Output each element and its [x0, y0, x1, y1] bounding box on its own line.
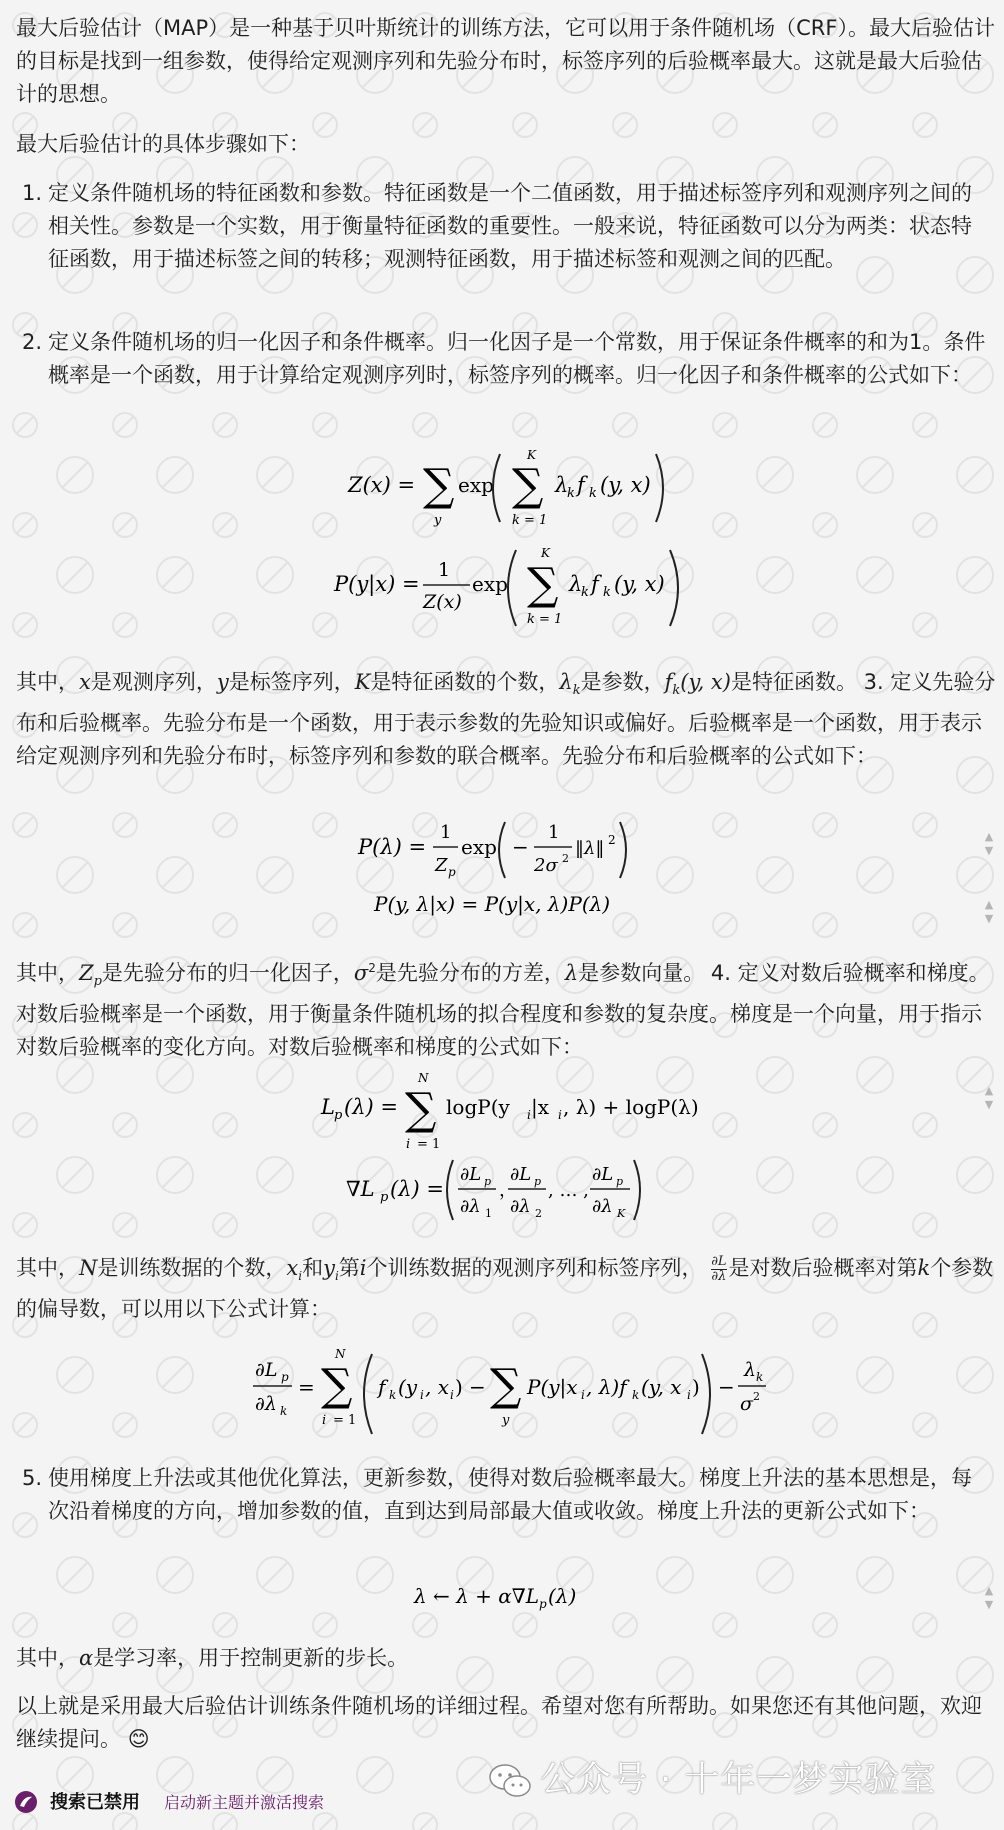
- eq4-sum-top: N: [335, 1347, 346, 1361]
- eq3a-body3: , λ) + logP(λ): [563, 1095, 699, 1119]
- eq1a-lambda: λ: [555, 473, 569, 497]
- eq4-sum-symbol: ∑: [321, 1360, 353, 1411]
- eq1b-inner-sum-symbol: ∑: [527, 559, 559, 610]
- eq3b-frac2-den: ∂λ: [510, 1196, 531, 1217]
- eq1a-sum-sub: y: [434, 513, 442, 528]
- eq3a-body2-sub-i: i: [558, 1108, 562, 1122]
- eq3a-L-sub: p: [334, 1108, 343, 1123]
- eq5-tail: (λ): [548, 1584, 577, 1608]
- eq4-f-args-2: , x: [425, 1375, 449, 1399]
- eq3b-comma: ，: [499, 1180, 517, 1201]
- eq1a-lambda-sub: k: [567, 486, 575, 501]
- equation-partition-function: [0, 440, 1004, 640]
- eq3a-L: L: [321, 1095, 335, 1119]
- inline-partial-fraction: $\frac{\partial L}{\partial\lambda}$: [711, 1253, 727, 1284]
- intro-paragraph: 最大后验估计（MAP）是一种基于贝叶斯统计的训练方法，它可以用于条件随机场（CRF）。最大后验估计的目标是找到一组参数，使得给定观测序列和先验分布时，标签序列的后验概率最大。这就是最大后验估计的思想。: [16, 16, 995, 106]
- eq2a-right-paren: [620, 822, 626, 878]
- eq1b-right-paren: [670, 550, 678, 626]
- eq4-left-paren: [364, 1354, 372, 1434]
- search-disabled-label: 搜索已禁用: [50, 1792, 140, 1813]
- eq3b-left-paren: [447, 1160, 453, 1220]
- list-number-5: 5.: [22, 1466, 43, 1490]
- eq3a-body-sub-i: i: [527, 1108, 531, 1122]
- step-4-text: 4. 定义对数后验概率和梯度。对数后验概率是一个函数，用于衡量条件随机场的拟合程度和参数的复杂度。梯度是一个向量，用于指示对数后验概率的变化方向。对数后验概率和梯度的公式如下：: [16, 961, 990, 1060]
- eq1b-den: Z(x): [423, 591, 462, 613]
- eq3a-sum-top: N: [418, 1071, 429, 1085]
- eq1b-lhs: P(y|x) =: [334, 572, 420, 596]
- eq3a-sum-symbol: ∑: [405, 1084, 437, 1135]
- eq3a-body2: |x: [531, 1095, 550, 1119]
- eq1b-inner-top: K: [541, 546, 550, 560]
- scroll-arrows-eq3a[interactable]: ▲ ▼: [984, 1084, 994, 1111]
- eq1a-f-args: (y, x): [600, 473, 651, 497]
- eq4-mid2-sub: k: [632, 1388, 640, 1402]
- eq1a-inner-sum-symbol: ∑: [512, 460, 544, 511]
- scroll-arrows-eq2b[interactable]: ▲ ▼: [984, 898, 994, 925]
- eq2a-den2-sup: 2: [562, 852, 569, 865]
- eq3b-frac1-num-sub: p: [484, 1175, 492, 1188]
- eq2a-norm-sup: 2: [608, 833, 616, 847]
- eq4-right-paren: [702, 1354, 710, 1434]
- scroll-arrows-eq2a[interactable]: ▲ ▼: [984, 830, 994, 857]
- conclusion-paragraph: 以上就是采用最大后验估计训练条件随机场的详细过程。希望对您有所帮助。如果您还有其他问题，欢迎继续提问。 😊: [16, 1694, 982, 1751]
- eq3b-frac3-den-sub: K: [617, 1207, 626, 1220]
- eq4-rhs-den: σ: [740, 1393, 753, 1415]
- eq4-rhs-num-sub: k: [756, 1370, 764, 1384]
- start-new-topic-link[interactable]: 启动新主题并激活搜索: [164, 1793, 325, 1812]
- eq4-sum-sub-i: i: [322, 1413, 327, 1428]
- eq1a-lhs: Z(x) =: [348, 473, 416, 497]
- eq2a-den2: 2σ: [534, 855, 558, 876]
- step-2-text: 定义条件随机场的归一化因子和条件概率。归一化因子是一个常数，用于保证条件概率的和为1。条件概率是一个函数，用于计算给定观测序列时，标签序列的概率。归一化因子和条件概率的公式如下：: [48, 330, 986, 387]
- eq2a-exp: exp: [461, 835, 497, 859]
- search-disabled-icon: [14, 1790, 38, 1814]
- eq4-lhs-num-sub: p: [281, 1370, 289, 1384]
- equation-log-posterior-gradient: [0, 1070, 1004, 1230]
- eq4-rhs-den-sup: 2: [753, 1390, 760, 1403]
- eq1b-num: 1: [438, 559, 451, 581]
- eq4-f-close: ): [455, 1375, 463, 1399]
- eq4-mid-close: ): [692, 1375, 700, 1399]
- eq4-rhs-num: λ: [744, 1359, 757, 1381]
- eq4-f-args: (y: [398, 1375, 418, 1399]
- eq3b-right-paren: [634, 1160, 640, 1220]
- eq1b-f-args: (y, x): [614, 572, 665, 596]
- step-3-text: 3. 定义先验分布和后验概率。先验分布是一个函数，用于表示参数的先验知识或偏好。后验概率是一个函数，用于表示给定观测序列和先验分布时，标签序列和参数的联合概率。先验分布和后验概率的公式如下：: [16, 670, 996, 769]
- eq4-minus: −: [469, 1375, 486, 1399]
- eq3a-sum-sub-i: i: [406, 1137, 411, 1152]
- eq1a-right-paren: [656, 454, 663, 522]
- eq3a-sum-sub-rest: = 1: [417, 1137, 441, 1152]
- step-1-text: 定义条件随机场的特征函数和参数。特征函数是一个二值函数，用于描述标签序列和观测序列之间的相关性。参数是一个实数，用于衡量特征函数的重要性。一般来说，特征函数可以分为两类：状态特征函数，用于描述标签之间的转移；观测特征函数，用于描述标签和观测之间的匹配。: [48, 181, 972, 271]
- eq4-f-args-sub-i: i: [420, 1388, 424, 1402]
- eq1a-inner-top: K: [527, 448, 536, 462]
- after-eq2-paragraph: 其中，$Z_p$是先验分布的归一化因子，$\sigma^2$是先验分布的方差，λ是参数向量。 4. 定义对数后验概率和梯度。对数后验概率是一个函数，用于衡量条件随机场的拟合程度和参数的复杂度。梯度是一个向量，用于指示对数后验概率的变化方向。对数后验概率和梯度的公式如下：: [16, 961, 990, 1060]
- eq1b-f-sub: k: [603, 585, 611, 600]
- eq4-minus-2: −: [718, 1375, 735, 1399]
- eq4-mid-sub-i: i: [581, 1388, 585, 1402]
- eq4-inner-sum-sub: y: [502, 1413, 510, 1428]
- eq4-mid2: , λ)f: [586, 1375, 627, 1399]
- eq3b-frac2-num-sub: p: [534, 1175, 542, 1188]
- eq1a-f: f: [577, 473, 585, 497]
- eq3b-frac3-num: ∂L: [592, 1164, 614, 1185]
- search-status-bar: [0, 1782, 1004, 1830]
- eq2a-lhs: P(λ) =: [358, 835, 427, 859]
- eq3b-frac1-den: ∂λ: [460, 1196, 481, 1217]
- eq2b: P(y, λ|x) = P(y|x, λ)P(λ): [374, 892, 611, 916]
- eq2a-num: 1: [440, 822, 452, 843]
- eq1a-inner-bot: k = 1: [512, 513, 548, 528]
- eq3b-frac1-den-sub: 1: [485, 1207, 492, 1220]
- eq4-f-args-sub-i2: i: [450, 1388, 454, 1402]
- eq4-f-sub: k: [389, 1388, 397, 1402]
- eq5: λ ← λ + α∇L: [414, 1584, 540, 1608]
- eq1b-lambda-sub: k: [581, 585, 589, 600]
- eq4-lhs-den: ∂λ: [255, 1393, 277, 1415]
- eq1b-inner-bot: k = 1: [527, 612, 563, 627]
- eq3b-dots: , … ,: [548, 1180, 589, 1201]
- eq2a-minus: −: [512, 835, 529, 859]
- eq1a-exp: exp: [458, 473, 494, 497]
- eq1b-exp: exp: [472, 572, 508, 596]
- eq2a-den-sub: p: [448, 865, 456, 879]
- list-number-2: 2.: [22, 330, 43, 354]
- equation-gradient-ascent-update: [0, 1574, 1004, 1624]
- eq3b-frac3-den: ∂λ: [592, 1196, 613, 1217]
- smile-emoji: 😊: [127, 1727, 150, 1751]
- equation-prior-posterior: [0, 810, 1004, 930]
- eq1a-left-paren: [493, 454, 500, 522]
- eq2a-norm: ‖λ‖: [575, 838, 605, 859]
- eq5-sub: p: [539, 1597, 547, 1611]
- eq3a-body: logP(y: [446, 1095, 510, 1119]
- eq4-mid3-sub-i: i: [687, 1388, 691, 1402]
- eq2a-den: Z: [435, 855, 448, 876]
- eq2a-left-paren: [499, 822, 505, 878]
- after-eq1-paragraph: 其中，x是观测序列，y是标签序列，K是特征函数的个数，$\lambda_k$是参数，$f_k(y$, x)是特征函数。 3. 定义先验分布和后验概率。先验分布是一个函数，用于表示参数的先验知识或偏好。后验概率是一个函数，用于表示给定观测序列和先验分布时，标签序列和参数的联合概率。先验分布和后验概率的公式如下：: [16, 670, 996, 769]
- eq2a-num2: 1: [548, 822, 560, 843]
- eq4-lhs-den-sub: k: [280, 1404, 288, 1418]
- steps-intro: 最大后验估计的具体步骤如下：: [16, 132, 310, 156]
- eq4-f: f: [378, 1375, 386, 1399]
- step-5-text: 使用梯度上升法或其他优化算法，更新参数，使得对数后验概率最大。梯度上升法的基本思想是，每次沿着梯度的方向，增加参数的值，直到达到局部最大值或收敛。梯度上升法的更新公式如下：: [48, 1466, 972, 1523]
- eq1b-f: f: [591, 572, 599, 596]
- list-number-1: 1.: [22, 181, 43, 205]
- eq1a-sum-symbol: ∑: [423, 460, 455, 511]
- eq3b-frac2-num: ∂L: [510, 1164, 532, 1185]
- learning-rate-paragraph: 其中，α是学习率，用于控制更新的步长。: [16, 1646, 409, 1670]
- eq1b-left-paren: [508, 550, 516, 626]
- eq4-mid: P(y|x: [527, 1375, 578, 1399]
- eq4-equals: =: [298, 1375, 315, 1399]
- eq1b-lambda: λ: [569, 572, 583, 596]
- eq4-mid3: (y, x: [641, 1375, 682, 1399]
- eq1a-f-sub: k: [589, 486, 597, 501]
- eq4-inner-sum-symbol: ∑: [490, 1360, 522, 1411]
- eq3b-lhs-sub: p: [380, 1190, 389, 1205]
- wechat-watermark: 公众号 · 十年一梦实验室: [488, 1752, 936, 1802]
- scroll-arrows-eq5[interactable]: ▲ ▼: [984, 1584, 994, 1611]
- eq3b-frac1-num: ∂L: [460, 1164, 482, 1185]
- eq4-lhs-num: ∂L: [255, 1359, 278, 1381]
- after-eq3-paragraph: 其中，N是训练数据的个数，$x_i$和$y_i$第i个训练数据的观测序列和标签序列， $\frac{\partial L}{\partial\lambda}$ 是对数后验概率对第k个参数的偏导数，可以用以下公式计算：: [16, 1253, 994, 1322]
- eq3b-frac2-den-sub: 2: [535, 1207, 542, 1220]
- equation-partial-derivative: [0, 1338, 1004, 1448]
- eq3b-lambda: (λ) =: [390, 1177, 444, 1201]
- eq3b-lhs: ∇L: [346, 1177, 375, 1201]
- eq4-sum-sub-rest: = 1: [333, 1413, 357, 1428]
- eq3a-lambda: (λ) =: [344, 1095, 398, 1119]
- eq3b-frac3-num-sub: p: [616, 1175, 624, 1188]
